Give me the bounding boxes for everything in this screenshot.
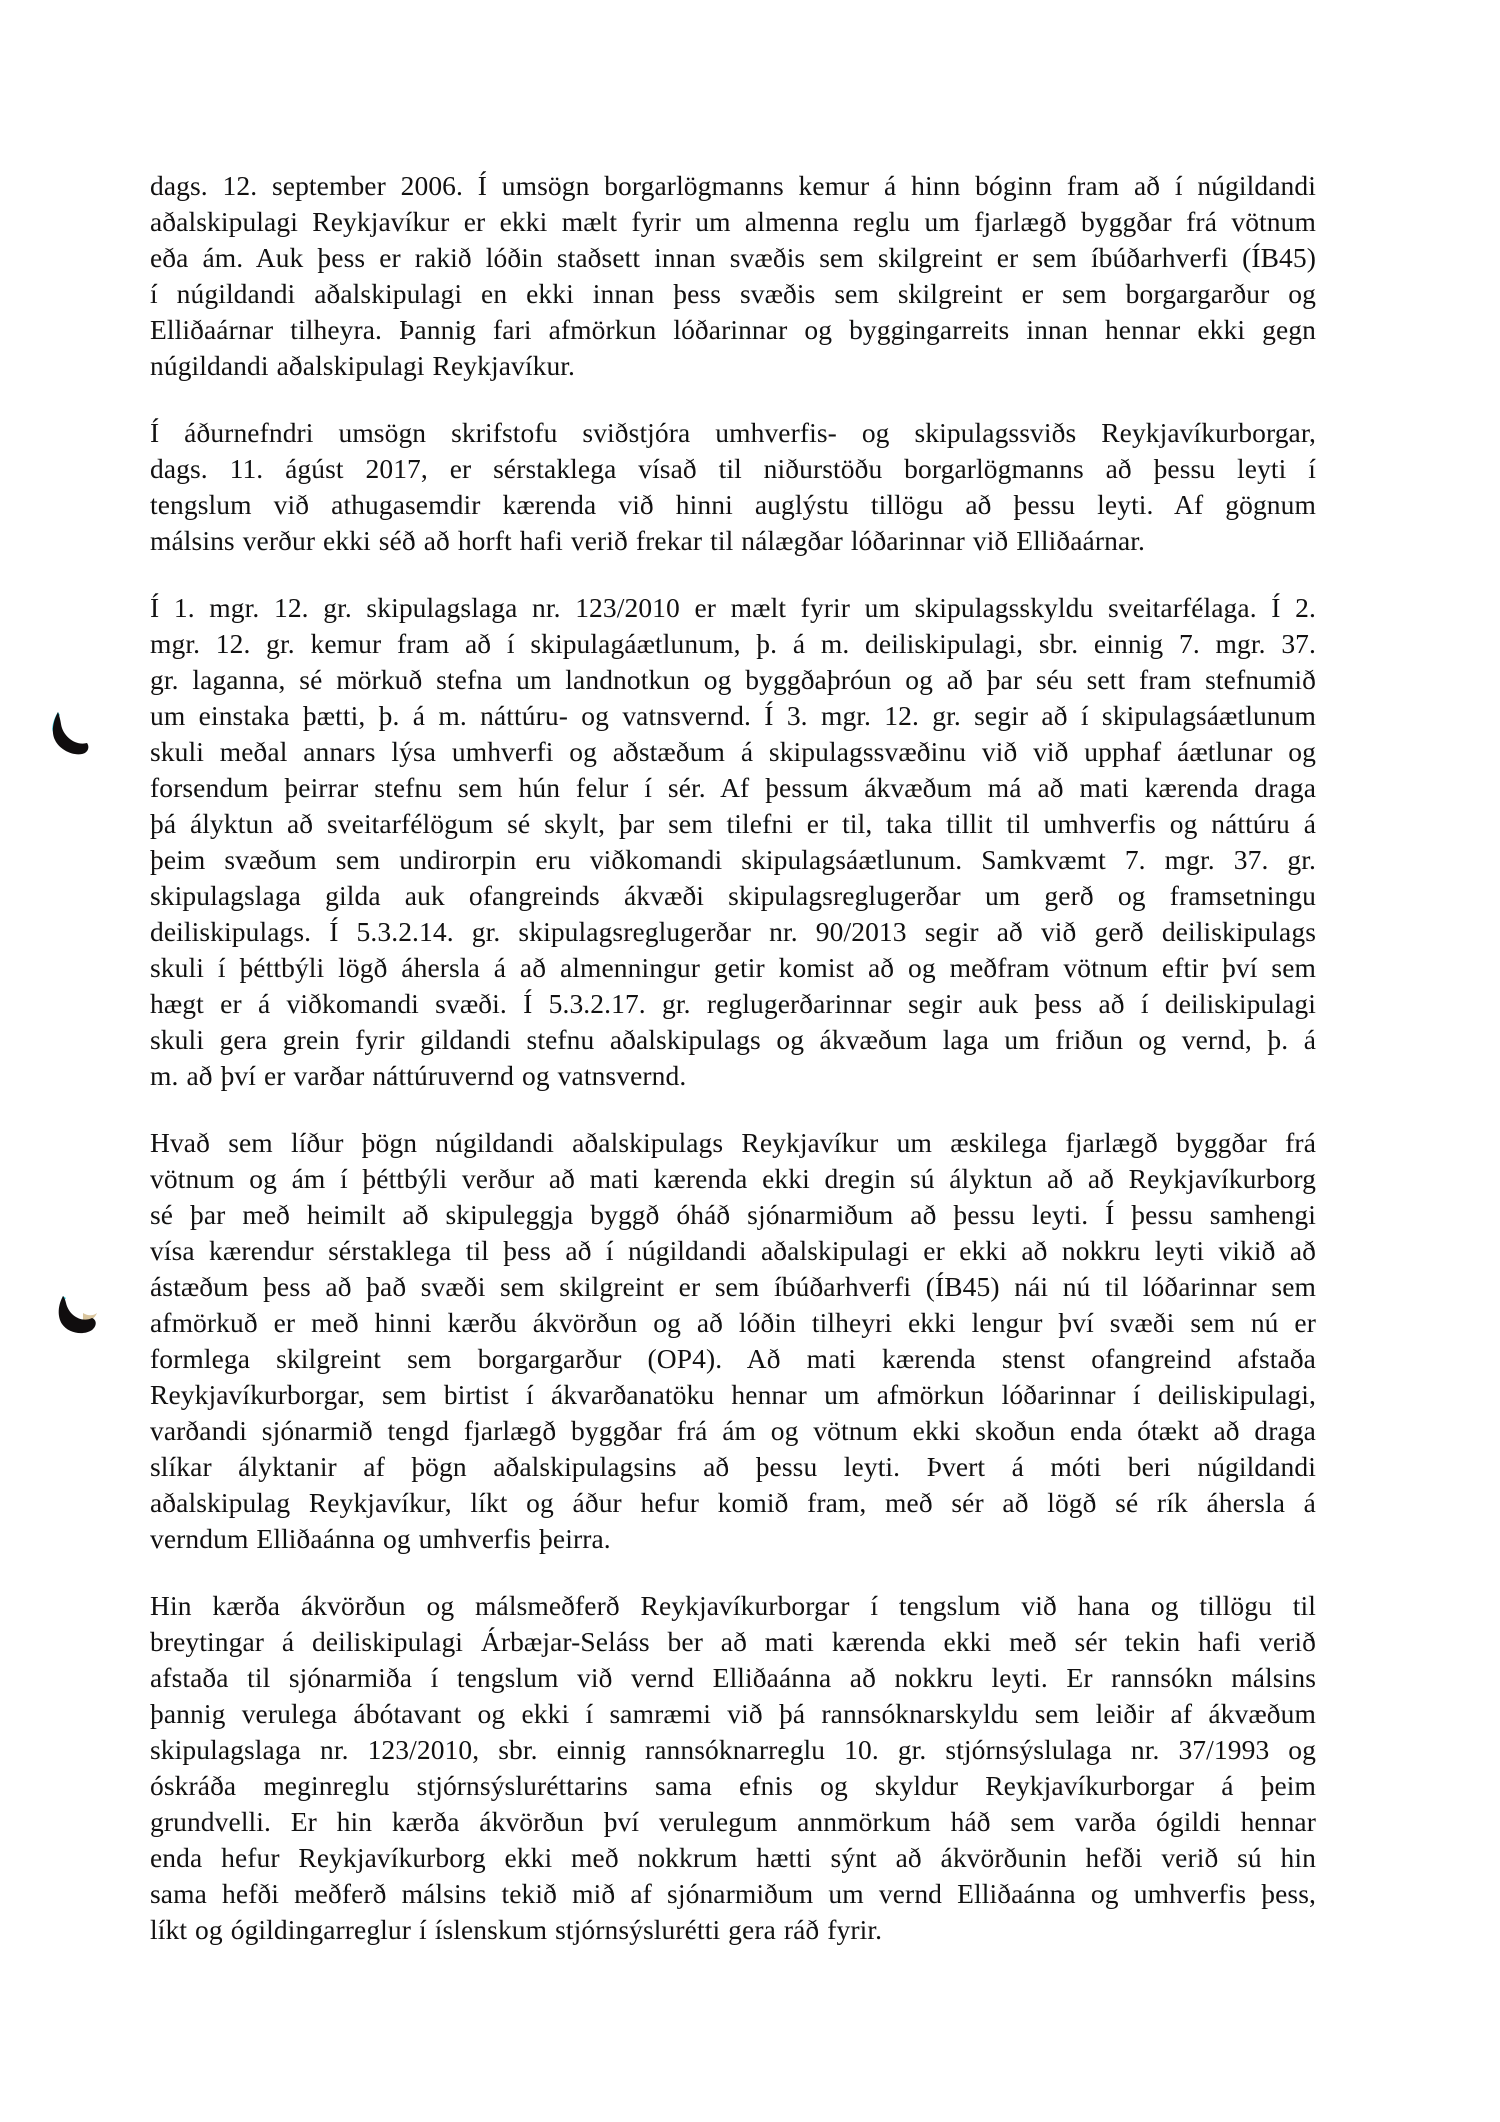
paragraph-5 bbox=[150, 1588, 1316, 1948]
text-line: tengslum við athugasemdir kærenda við hinni auglýstu tillögu að þessu leyti. Af gögnum bbox=[150, 489, 1316, 520]
text-line: slíkar ályktanir af þögn aðalskipulagsins að þessu leyti. Þvert á móti beri núgildandi bbox=[150, 1451, 1316, 1482]
ink-mark-2 bbox=[55, 1293, 100, 1339]
text-line: Reykjavíkurborgar, sem birtist í ákvarðanatöku hennar um afmörkun lóðarinnar í deiliskipulagi, bbox=[150, 1379, 1316, 1410]
text-line: dags. 11. ágúst 2017, er sérstaklega vísað til niðurstöðu borgarlögmanns að þessu leyti í bbox=[150, 453, 1316, 484]
text-line: varðandi sjónarmið tengd fjarlægð byggðar frá ám og vötnum ekki skoðun enda ótækt að draga bbox=[150, 1415, 1316, 1446]
text-line: formlega skilgreint sem borgargarður (OP4). Að mati kærenda stenst ofangreind afstaða bbox=[150, 1343, 1316, 1374]
text-line: Hvað sem líður þögn núgildandi aðalskipulags Reykjavíkur um æskilega fjarlægð byggðar frá bbox=[150, 1127, 1316, 1158]
text-line: grundvelli. Er hin kærða ákvörðun því verulegum annmörkum háð sem varða ógildi hennar bbox=[150, 1806, 1316, 1837]
text-line: þannig verulega ábótavant og ekki í samræmi við þá rannsóknarskyldu sem leiðir af ákvæðum bbox=[150, 1698, 1316, 1729]
text-line: Í 1. mgr. 12. gr. skipulagslaga nr. 123/2010 er mælt fyrir um skipulagsskyldu sveitarfélaga. Í 2. bbox=[150, 592, 1316, 623]
text-line: sama hefði meðferð málsins tekið mið af sjónarmiðum um vernd Elliðaánna og umhverfis þess, bbox=[150, 1878, 1316, 1909]
text-line: breytingar á deiliskipulagi Árbæjar-Seláss ber að mati kærenda ekki með sér tekin hafi verið bbox=[150, 1626, 1316, 1657]
text-line: Hin kærða ákvörðun og málsmeðferð Reykjavíkurborgar í tengslum við hana og tillögu til bbox=[150, 1590, 1316, 1621]
text-line: afstaða til sjónarmiða í tengslum við vernd Elliðaánna að nokkru leyti. Er rannsókn málsins bbox=[150, 1662, 1316, 1693]
text-line: óskráða meginreglu stjórnsýsluréttarins sama efnis og skyldur Reykjavíkurborgar á þeim bbox=[150, 1770, 1316, 1801]
text-line: þeim svæðum sem undirorpin eru viðkomandi skipulagsáætlunum. Samkvæmt 7. mgr. 37. gr. bbox=[150, 844, 1316, 875]
text-line: afmörkuð er með hinni kærðu ákvörðun og að lóðin tilheyri ekki lengur því svæði sem nú er bbox=[150, 1307, 1316, 1338]
text-line: ástæðum þess að það svæði sem skilgreint er sem íbúðarhverfi (ÍB45) nái nú til lóðarinnar sem bbox=[150, 1271, 1316, 1302]
text-line: gr. laganna, sé mörkuð stefna um landnotkun og byggðaþróun og að þar séu sett fram stefnumið bbox=[150, 664, 1316, 695]
text-line: líkt og ógildingarreglur í íslenskum stjórnsýslurétti gera ráð fyrir. bbox=[150, 1914, 883, 1945]
paragraph-1 bbox=[150, 168, 1316, 384]
text-line: Í áðurnefndri umsögn skrifstofu sviðstjóra umhverfis- og skipulagssviðs Reykjavíkurborgar, bbox=[150, 417, 1316, 448]
text-line: þá ályktun að sveitarfélögum sé skylt, þar sem tilefni er til, taka tillit til umhverfis og náttúru á bbox=[150, 808, 1316, 839]
paragraph-3 bbox=[150, 590, 1316, 1094]
text-line: verndum Elliðaánna og umhverfis þeirra. bbox=[150, 1523, 611, 1554]
ink-mark-1 bbox=[49, 711, 91, 759]
text-line: vötnum og ám í þéttbýli verður að mati kærenda ekki dregin sú ályktun að að Reykjavíkurborg bbox=[150, 1163, 1316, 1194]
text-line: vísa kærendur sérstaklega til þess að í núgildandi aðalskipulagi er ekki að nokkru leyti vikið að bbox=[150, 1235, 1316, 1266]
text-line: aðalskipulag Reykjavíkur, líkt og áður hefur komið fram, með sér að lögð sé rík áhersla á bbox=[150, 1487, 1316, 1518]
text-line: Elliðaárnar tilheyra. Þannig fari afmörkun lóðarinnar og byggingarreits innan hennar ekki gegn bbox=[150, 314, 1316, 345]
text-line: núgildandi aðalskipulagi Reykjavíkur. bbox=[150, 350, 576, 381]
text-line: mgr. 12. gr. kemur fram að í skipulagáætlunum, þ. á m. deiliskipulagi, sbr. einnig 7. mgr. 37. bbox=[150, 628, 1316, 659]
text-line: í núgildandi aðalskipulagi en ekki innan þess svæðis sem skilgreint er sem borgargarður og bbox=[150, 278, 1316, 309]
document-text-block bbox=[150, 168, 1316, 1979]
text-line: skipulagslaga gilda auk ofangreinds ákvæði skipulagsreglugerðar um gerð og framsetningu bbox=[150, 880, 1316, 911]
text-line: m. að því er varðar náttúruvernd og vatnsvernd. bbox=[150, 1060, 687, 1091]
text-line: dags. 12. september 2006. Í umsögn borgarlögmanns kemur á hinn bóginn fram að í núgildandi bbox=[150, 170, 1316, 201]
text-line: um einstaka þætti, þ. á m. náttúru- og vatnsvernd. Í 3. mgr. 12. gr. segir að í skipulagsáætlunum bbox=[150, 700, 1316, 731]
text-line: skuli gera grein fyrir gildandi stefnu aðalskipulags og ákvæðum laga um friðun og vernd, þ. á bbox=[150, 1024, 1316, 1055]
text-line: skipulagslaga nr. 123/2010, sbr. einnig rannsóknarreglu 10. gr. stjórnsýslulaga nr. 37/1993 og bbox=[150, 1734, 1316, 1765]
text-line: eða ám. Auk þess er rakið lóðin staðsett innan svæðis sem skilgreint er sem íbúðarhverfi (ÍB45) bbox=[150, 242, 1316, 273]
text-line: hægt er á viðkomandi svæði. Í 5.3.2.17. gr. reglugerðarinnar segir auk þess að í deiliskipulagi bbox=[150, 988, 1316, 1019]
text-line: forsendum þeirrar stefnu sem hún felur í sér. Af þessum ákvæðum má að mati kærenda draga bbox=[150, 772, 1316, 803]
text-line: enda hefur Reykjavíkurborg ekki með nokkrum hætti sýnt að ákvörðunin hefði verið sú hin bbox=[150, 1842, 1316, 1873]
text-line: aðalskipulagi Reykjavíkur er ekki mælt fyrir um almenna reglu um fjarlægð byggðar frá vötnum bbox=[150, 206, 1316, 237]
paragraph-2 bbox=[150, 415, 1316, 559]
text-line: deiliskipulags. Í 5.3.2.14. gr. skipulagsreglugerðar nr. 90/2013 segir að við gerð deiliskipulags bbox=[150, 916, 1316, 947]
text-line: skuli í þéttbýli lögð áhersla á að almenningur getir komist að og meðfram vötnum eftir því sem bbox=[150, 952, 1316, 983]
text-line: sé þar með heimilt að skipuleggja byggð óháð sjónarmiðum að þessu leyti. Í þessu samhengi bbox=[150, 1199, 1316, 1230]
paragraph-4 bbox=[150, 1125, 1316, 1557]
text-line: málsins verður ekki séð að horft hafi verið frekar til nálægðar lóðarinnar við Elliðaárnar. bbox=[150, 525, 1145, 556]
text-line: skuli meðal annars lýsa umhverfi og aðstæðum á skipulagssvæðinu við við upphaf áætlunar og bbox=[150, 736, 1316, 767]
